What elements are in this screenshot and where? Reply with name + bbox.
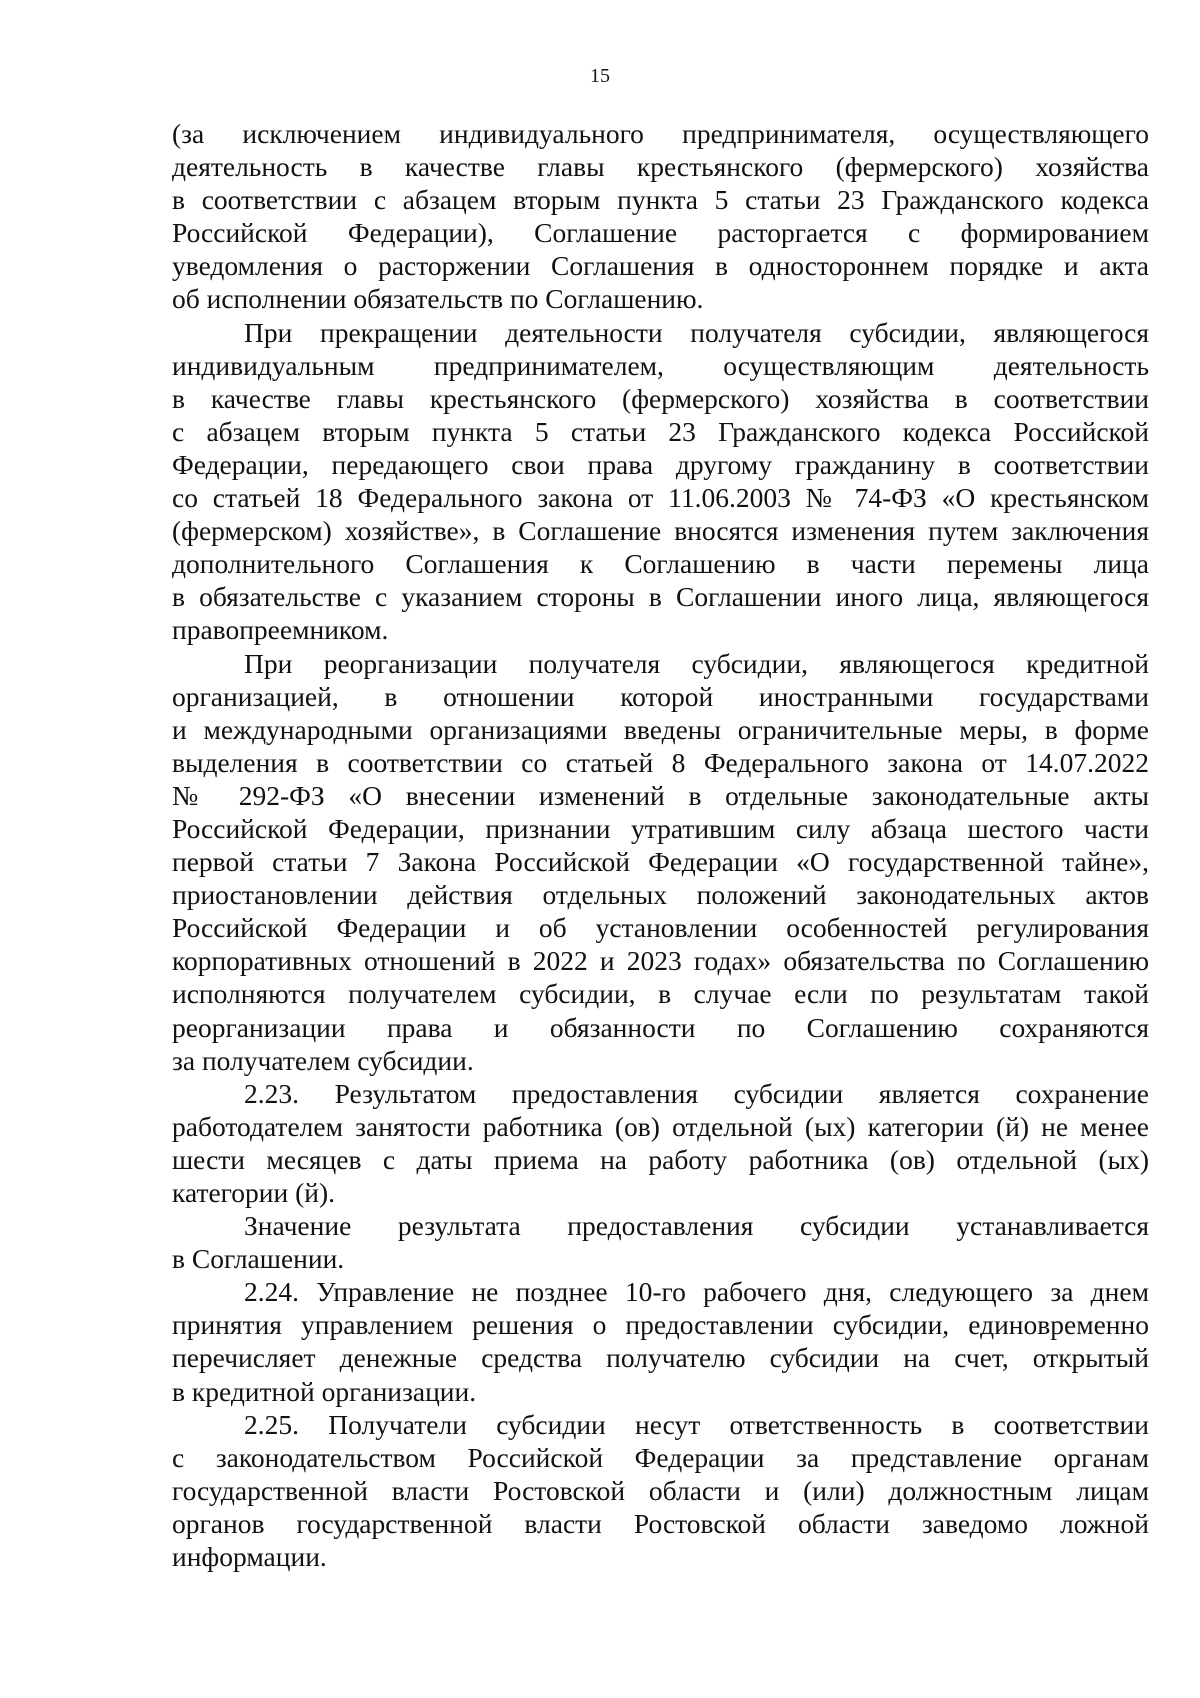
text-line: (фермерском) хозяйстве», в Соглашение вносятся изменения путем заключения xyxy=(172,515,1149,547)
text-line: информации. xyxy=(172,1541,327,1573)
text-line: Российской Федерации, признании утратившим силу абзаца шестого части xyxy=(172,812,1149,844)
text-line: с абзацем вторым пункта 5 статьи 23 Гражданского кодекса Российской xyxy=(172,415,1149,447)
paragraph xyxy=(172,647,1149,1077)
paragraph xyxy=(172,1077,1149,1209)
text-line: деятельность в качестве главы крестьянского (фермерского) хозяйства xyxy=(172,151,1149,183)
text-line: дополнительного Соглашения к Соглашению в части перемены лица xyxy=(172,548,1149,580)
text-line: в Соглашении. xyxy=(172,1243,345,1275)
text-line: 2.23. Результатом предоставления субсидии является сохранение xyxy=(244,1077,1149,1109)
text-line: принятия управлением решения о предоставлении субсидии, единовременно xyxy=(172,1309,1149,1341)
text-line: Федерации, передающего свои права другому гражданину в соответствии xyxy=(172,448,1149,480)
text-line: за получателем субсидии. xyxy=(172,1044,474,1076)
text-line: правопреемником. xyxy=(172,614,389,646)
text-line: выделения в соответствии со статьей 8 Федерального закона от 14.07.2022 xyxy=(172,746,1149,778)
text-line: категории (й). xyxy=(172,1177,335,1208)
text-line: в обязательстве с указанием стороны в Соглашении иного лица, являющегося xyxy=(172,581,1149,613)
text-line: уведомления о расторжении Соглашения в одностороннем порядке и акта xyxy=(172,250,1149,282)
text-line: 2.25. Получатели субсидии несут ответственность в соответствии xyxy=(244,1408,1149,1440)
text-line: первой статьи 7 Закона Российской Федерации «О государственной тайне», xyxy=(172,846,1149,878)
text-line: приостановлении действия отдельных положений законодательных актов xyxy=(172,879,1149,911)
text-line: и международными организациями введены ограничительные меры, в форме xyxy=(172,713,1149,745)
text-line: государственной власти Ростовской области и (или) должностным лицам xyxy=(172,1474,1149,1506)
page-number: 15 xyxy=(590,65,610,87)
text-line: индивидуальным предпринимателем, осуществляющим деятельность xyxy=(172,349,1149,381)
text-line: в качестве главы крестьянского (фермерского) хозяйства в соответствии xyxy=(172,382,1149,414)
text-line: со статьей 18 Федерального закона от 11.06.2003 № 74-ФЗ «О крестьянском xyxy=(172,482,1149,514)
text-line: шести месяцев с даты приема на работу работника (ов) отдельной (ых) xyxy=(172,1143,1149,1175)
paragraph xyxy=(172,1275,1149,1407)
text-line: 2.24. Управление не позднее 10-го рабочего дня, следующего за днем xyxy=(244,1276,1149,1308)
text-line: перечисляет денежные средства получателю субсидии на счет, открытый xyxy=(172,1342,1149,1374)
text-line: При реорганизации получателя субсидии, являющегося кредитной xyxy=(244,647,1149,679)
text-line: № 292-ФЗ «О внесении изменений в отдельные законодательные акты xyxy=(172,779,1149,811)
text-line: организацией, в отношении которой иностранными государствами xyxy=(172,680,1149,712)
text-line: исполняются получателем субсидии, в случае если по результатам такой xyxy=(172,978,1149,1010)
text-line: Значение результата предоставления субсидии устанавливается xyxy=(244,1210,1149,1242)
text-line: Российской Федерации), Соглашение расторгается с формированием xyxy=(172,217,1149,249)
text-line: с законодательством Российской Федерации за представление органам xyxy=(172,1441,1149,1473)
text-line: работодателем занятости работника (ов) отдельной (ых) категории (й) не менее xyxy=(172,1110,1149,1142)
paragraph xyxy=(172,1209,1149,1275)
paragraph xyxy=(172,1408,1149,1573)
paragraph xyxy=(172,316,1149,647)
text-line: реорганизации права и обязанности по Соглашению сохраняются xyxy=(172,1011,1149,1043)
text-line: (за исключением индивидуального предпринимателя, осуществляющего xyxy=(172,118,1149,149)
text-line: в соответствии с абзацем вторым пункта 5 статьи 23 Гражданского кодекса xyxy=(172,184,1149,216)
paragraph xyxy=(172,117,1149,316)
text-line: органов государственной власти Ростовской области заведомо ложной xyxy=(172,1507,1149,1539)
text-line: Российской Федерации и об установлении особенностей регулирования xyxy=(172,912,1149,944)
text-line: корпоративных отношений в 2022 и 2023 годах» обязательства по Соглашению xyxy=(172,945,1149,977)
document-body xyxy=(172,117,1149,1573)
text-line: При прекращении деятельности получателя субсидии, являющегося xyxy=(244,316,1149,348)
text-line: в кредитной организации. xyxy=(172,1375,477,1407)
text-line: об исполнении обязательств по Соглашению. xyxy=(172,283,704,315)
